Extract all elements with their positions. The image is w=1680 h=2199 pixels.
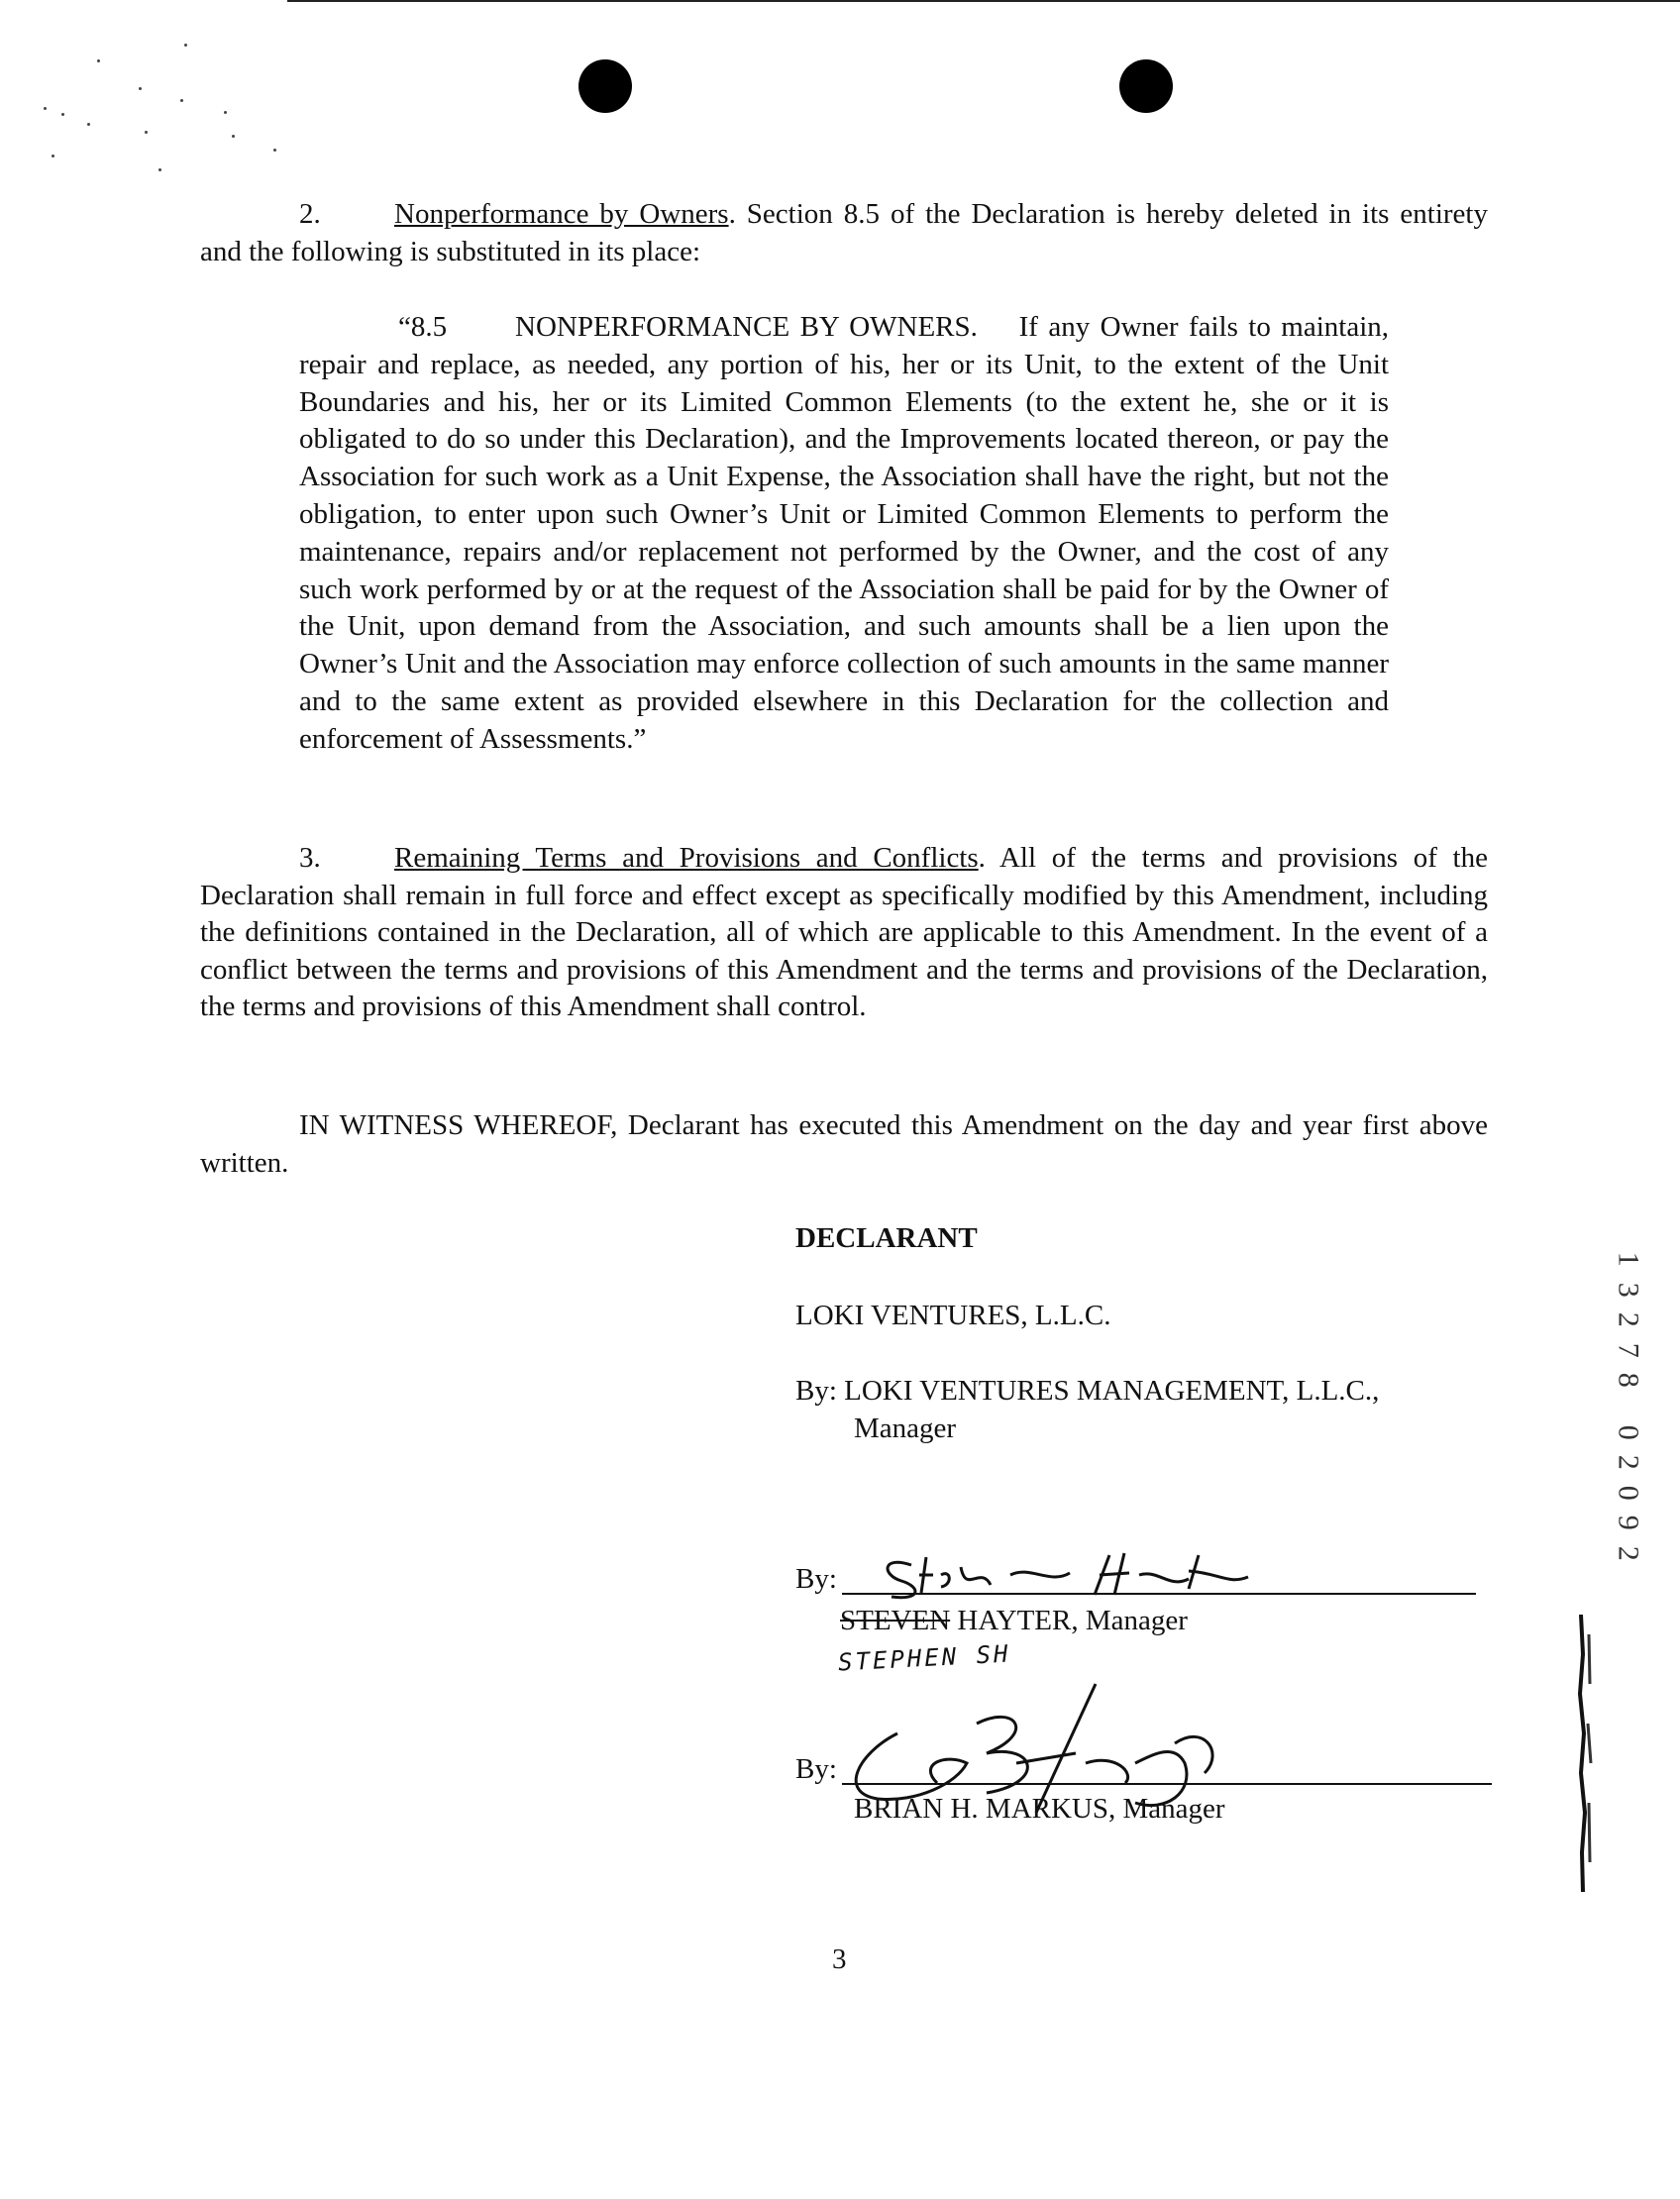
section-2-paragraph	[200, 196, 1488, 270]
page-number: 3	[832, 1943, 847, 1975]
stamp-digit: 2	[1612, 1311, 1645, 1327]
section-3-text: . All of the terms and provisions of the Declaration shall remain in full force and effect except as specifically modified by this Amendment, including the definitions contained in the Declaration, all of which are applicable to this Amendment. In the event of a conflict between the terms and provisions of this Amendment and the terms and provisions of the Declaration, the terms and provisions of this Amendment shall control.	[200, 842, 1488, 1022]
section-2-number: 2.	[299, 198, 321, 230]
signer-1-rest: HAYTER, Manager	[950, 1605, 1188, 1636]
stamp-spacer	[1617, 1392, 1638, 1421]
stamp-digit: 2	[1612, 1545, 1645, 1561]
manager-role: Manager	[854, 1413, 957, 1444]
company-name: LOKI VENTURES, L.L.C.	[795, 1300, 1111, 1331]
stamp-digit: 8	[1612, 1372, 1645, 1388]
section-3-paragraph	[200, 840, 1488, 1026]
signer-1-name	[840, 1605, 1188, 1637]
signature-2-by-label: By:	[795, 1753, 837, 1785]
stamp-digit: 9	[1612, 1515, 1645, 1530]
section-3-number: 3.	[299, 842, 321, 874]
signature-1-by-label: By:	[795, 1563, 837, 1595]
signer-1-struck-name: STEVEN	[840, 1605, 951, 1636]
section-2-text: . Section 8.5 of the Declaration is hereby deleted in its entirety and the following is substituted in its place:	[200, 198, 1488, 267]
stamp-digit: 2	[1612, 1454, 1645, 1470]
quote-text: If any Owner fails to maintain, repair and replace, as needed, any portion of his, her or its Unit, to the extent of the Unit Boundaries and his, her or its Limited Common Elements (to the extent he, she or it is obligated to do so under this Declaration), and the Improvements located thereon, or pay the Association for such work as a Unit Expense, the Association shall have the right, but not the obligation, to enter upon such Owner’s Unit or Limited Common Elements to perform the maintenance, repairs and/or replacement not performed by the Owner, and the cost of any such work performed by or at the request of the Association shall be paid for by the Owner of the Unit, upon demand from the Association, and such amounts shall be a lien upon the Owner’s Unit and the Association may enforce collection of such amounts in the same manner and to the same extent as provided elsewhere in this Declaration for the collection and enforcement of Assessments.”	[299, 311, 1390, 755]
signer-2-name: BRIAN H. MARKUS, Manager	[854, 1793, 1225, 1825]
declarant-title: DECLARANT	[795, 1222, 978, 1254]
quoted-section-8-5	[299, 309, 1389, 759]
punch-hole-right	[1119, 59, 1173, 113]
stamp-digit: 1	[1612, 1251, 1645, 1267]
stamp-digit: 0	[1612, 1485, 1645, 1501]
stamp-digit: 0	[1612, 1424, 1645, 1440]
signer-1-handwritten-correction: STEPHEN SH	[837, 1639, 1012, 1677]
signature-1-scribble	[872, 1545, 1268, 1605]
stamp-digit: 3	[1612, 1282, 1645, 1298]
top-rule	[287, 0, 1680, 2]
manager-company-line: By: LOKI VENTURES MANAGEMENT, L.L.C.,	[795, 1375, 1380, 1407]
recording-stamp-number	[1612, 1244, 1645, 1568]
quote-heading: NONPERFORMANCE BY OWNERS.	[515, 311, 978, 343]
section-2-heading: Nonperformance by Owners	[394, 198, 729, 230]
scan-edge-mark	[1577, 1615, 1595, 1892]
quote-lead: “8.5	[398, 311, 448, 343]
section-3-heading: Remaining Terms and Provisions and Conflicts	[394, 842, 979, 874]
punch-hole-left	[578, 59, 632, 113]
witness-text: IN WITNESS WHEREOF, Declarant has executed this Amendment on the day and year first above written.	[200, 1109, 1488, 1179]
stamp-digit: 7	[1612, 1342, 1645, 1358]
witness-paragraph	[200, 1107, 1488, 1182]
